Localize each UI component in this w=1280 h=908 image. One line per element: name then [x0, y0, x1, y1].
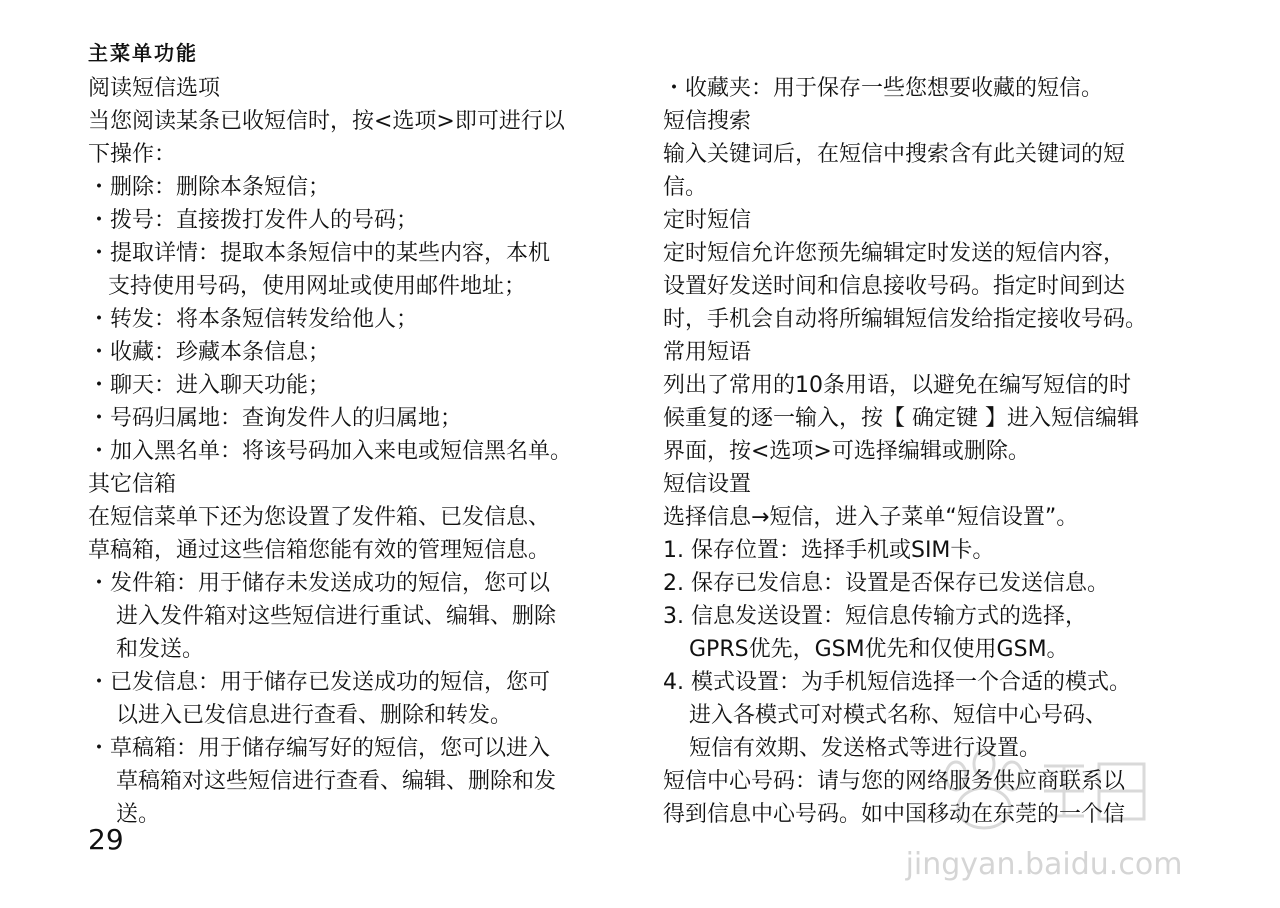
- paragraph-line: 选择信息→短信，进入子菜单“短信设置”。: [663, 505, 1079, 530]
- list-item-forward: ・转发：将本条短信转发给他人；: [88, 307, 419, 332]
- page-number: 29: [88, 823, 124, 856]
- heading-common-phrases: 常用短语: [663, 340, 752, 365]
- list-item-chat: ・聊天：进入聊天功能；: [88, 373, 331, 398]
- paragraph-line: 下操作：: [88, 142, 177, 167]
- paragraph-line: 定时短信允许您预先编辑定时发送的短信内容，: [663, 241, 1126, 266]
- paragraph-line: 信。: [663, 175, 708, 200]
- paragraph-line: 列出了常用的10条用语，以避免在编写短信的时: [663, 373, 1131, 398]
- numbered-item-send-settings: 3. 信息发送设置：短信息传输方式的选择，: [663, 604, 1087, 629]
- watermark-url: jingyan.baidu.com: [905, 847, 1183, 882]
- paragraph-line: 在短信菜单下还为您设置了发件箱、已发信息、: [88, 505, 551, 530]
- list-item-favorites: ・收藏夹：用于保存一些您想要收藏的短信。: [663, 76, 1104, 101]
- list-item-outbox-cont: 进入发件箱对这些短信进行重试、编辑、删除: [116, 604, 557, 629]
- paragraph-line: 设置好发送时间和信息接收号码。指定时间到达: [663, 274, 1126, 299]
- list-item-extract: ・提取详情：提取本条短信中的某些内容，本机: [88, 241, 551, 266]
- paragraph-line: 输入关键词后，在短信中搜索含有此关键词的短: [663, 142, 1126, 167]
- list-item-collect: ・收藏：珍藏本条信息；: [88, 340, 331, 365]
- list-item-sent-cont: 以进入已发信息进行查看、删除和转发。: [116, 703, 513, 728]
- numbered-item-send-settings-cont: GPRS优先，GSM优先和仅使用GSM。: [689, 637, 1069, 662]
- numbered-item-mode-cont: 短信有效期、发送格式等进行设置。: [689, 736, 1042, 761]
- right-column: [663, 72, 1188, 831]
- paragraph-line: 界面，按<选项>可选择编辑或删除。: [663, 439, 1030, 464]
- paragraph-line: 草稿箱，通过这些信箱您能有效的管理短信息。: [88, 538, 551, 563]
- list-item-drafts: ・草稿箱：用于储存编写好的短信，您可以进入: [88, 736, 551, 761]
- list-item-location: ・号码归属地：查询发件人的归属地；: [88, 406, 463, 431]
- list-item-drafts-cont: 送。: [116, 802, 161, 827]
- list-item-dial: ・拨号：直接拨打发件人的号码；: [88, 208, 419, 233]
- paragraph-line: 短信中心号码：请与您的网络服务供应商联系以: [663, 769, 1126, 794]
- list-item-delete: ・删除：删除本条短信；: [88, 175, 331, 200]
- numbered-item-storage: 1. 保存位置：选择手机或SIM卡。: [663, 538, 995, 563]
- list-item-blacklist: ・加入黑名单：将该号码加入来电或短信黑名单。: [88, 439, 573, 464]
- heading-sms-settings: 短信设置: [663, 472, 752, 497]
- heading-scheduled-sms: 定时短信: [663, 208, 752, 233]
- numbered-item-mode: 4. 模式设置：为手机短信选择一个合适的模式。: [663, 670, 1131, 695]
- section-header: 主菜单功能: [88, 41, 198, 65]
- paragraph-line: 时，手机会自动将所编辑短信发给指定接收号码。: [663, 307, 1148, 332]
- numbered-item-mode-cont: 进入各模式可对模式名称、短信中心号码、: [689, 703, 1108, 728]
- left-column: [88, 72, 628, 831]
- paragraph-line: 得到信息中心号码。如中国移动在东莞的一个信: [663, 802, 1126, 827]
- paragraph-line: 候重复的逐一输入，按【 确定键 】进入短信编辑: [663, 406, 1139, 431]
- numbered-item-save-sent: 2. 保存已发信息：设置是否保存已发送信息。: [663, 571, 1109, 596]
- list-item-outbox-cont: 和发送。: [116, 637, 205, 662]
- heading-sms-search: 短信搜索: [663, 109, 752, 134]
- list-item-sent: ・已发信息：用于储存已发送成功的短信，您可: [88, 670, 551, 695]
- heading-other-boxes: 其它信箱: [88, 472, 177, 497]
- list-item-drafts-cont: 草稿箱对这些短信进行查看、编辑、删除和发: [116, 769, 557, 794]
- paragraph-line: 当您阅读某条已收短信时，按<选项>即可进行以: [88, 109, 565, 134]
- heading-read-options: 阅读短信选项: [88, 76, 221, 101]
- list-item-extract-cont: 支持使用号码，使用网址或使用邮件地址；: [108, 274, 527, 299]
- list-item-outbox: ・发件箱：用于储存未发送成功的短信，您可以: [88, 571, 551, 596]
